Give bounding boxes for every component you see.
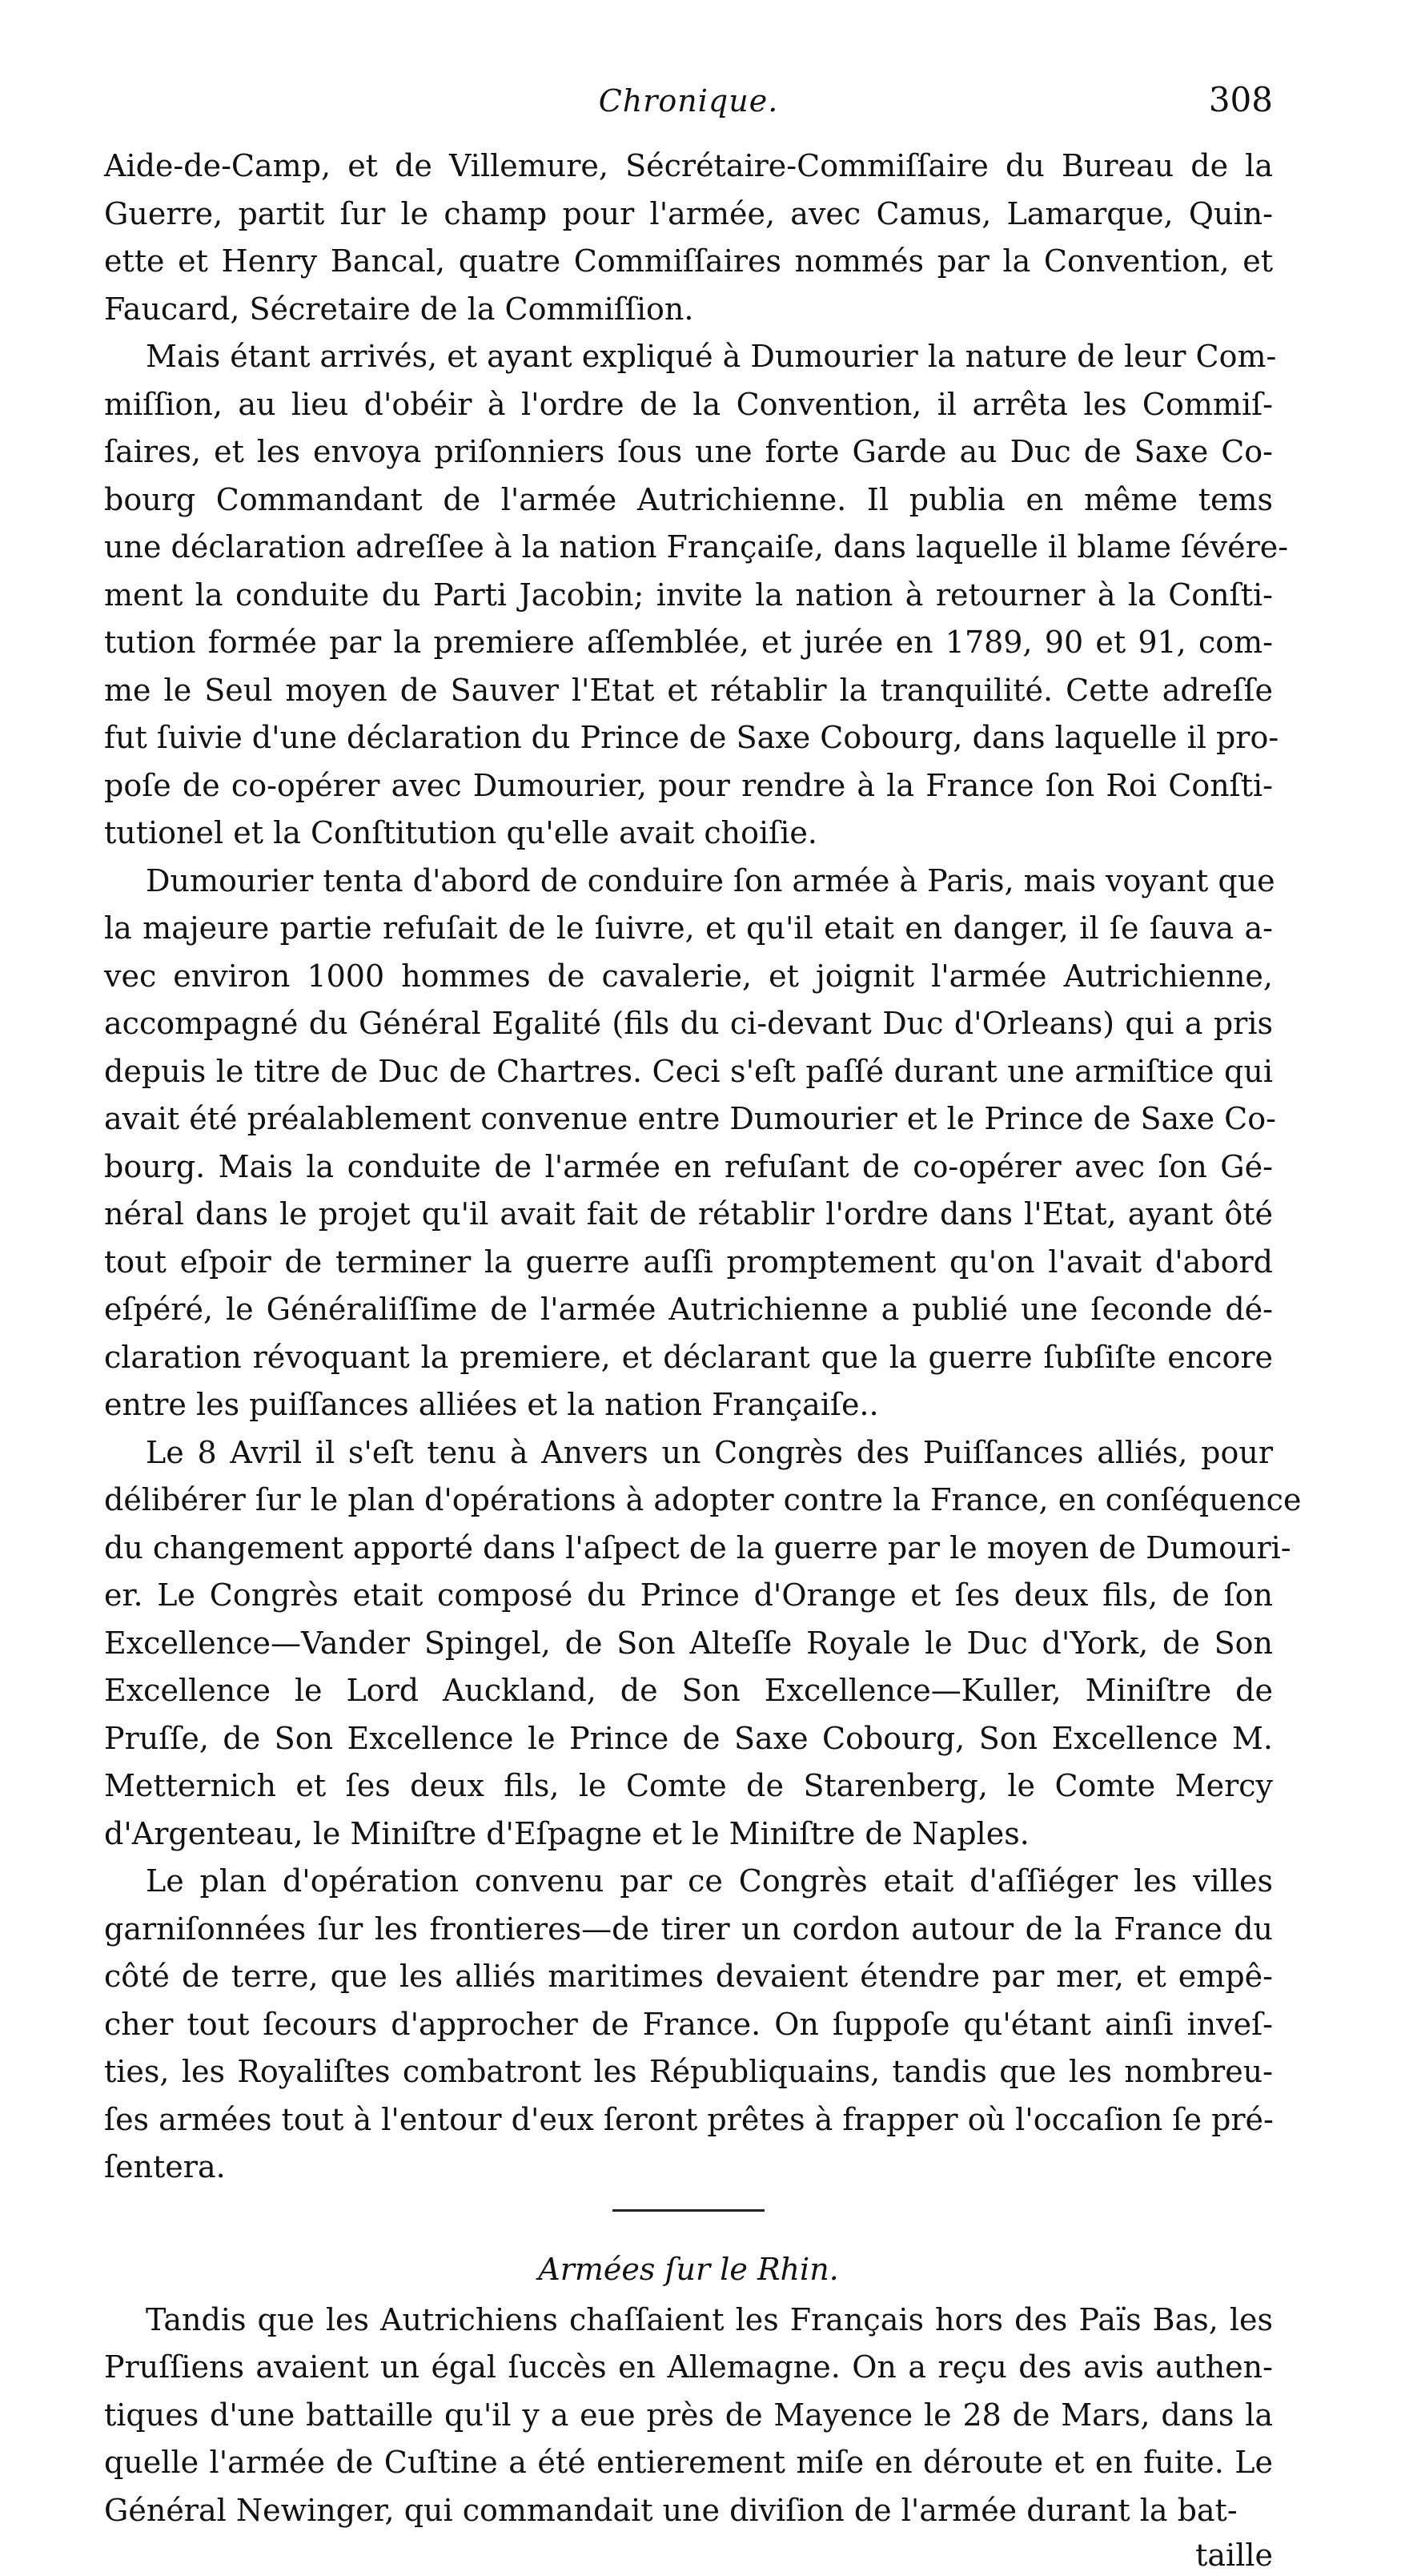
text-line: tutionel et la Conſtitution qu'elle avait choiſie. <box>104 815 817 850</box>
text-line: depuis le titre de Duc de Chartres. Ceci s'eſt paſſé durant une armiſtice qui <box>104 1053 1273 1089</box>
text-line: du changement apporté dans l'aſpect de la guerre par le moyen de Dumouri- <box>104 1529 1291 1565</box>
text-line: côté de terre, que les alliés maritimes devaient étendre par mer, et empê- <box>104 1959 1273 1994</box>
section-heading: Armées ſur le Rhin. <box>538 2251 839 2287</box>
text-line: vec environ 1000 hommes de cavalerie, et joignit l'armée Autrichienne, <box>104 958 1273 994</box>
text-line: bourg Commandant de l'armée Autrichienne. Il publia en même tems <box>104 481 1273 517</box>
text-line: ſes armées tout à l'entour d'eux ſeront prêtes à frapper où l'occaſion ſe pré- <box>104 2101 1274 2137</box>
text-line: Tandis que les Autrichiens chaſſaient les Français hors des Païs Bas, les <box>146 2301 1273 2337</box>
text-line: fut ſuivie d'une déclaration du Prince de Saxe Cobourg, dans laquelle il pro- <box>104 720 1279 755</box>
text-line: me le Seul moyen de Sauver l'Etat et rétablir la tranquilité. Cette adreſſe <box>104 672 1273 708</box>
text-line: tout eſpoir de terminer la guerre auſſi promptement qu'on l'avait d'abord <box>104 1244 1273 1280</box>
running-title: Chronique. <box>598 83 779 119</box>
text-line: eſpéré, le Généraliſſime de l'armée Autrichienne a publié une ſeconde dé- <box>104 1292 1273 1327</box>
text-line: Faucard, Sécretaire de la Commiſſion. <box>104 291 694 327</box>
page-number: 308 <box>1208 80 1273 119</box>
text-line: Guerre, partit ſur le champ pour l'armée, avec Camus, Lamarque, Quin- <box>104 195 1273 231</box>
text-line: Excellence le Lord Auckland, de Son Excellence—Kuller, Miniſtre de <box>104 1673 1273 1708</box>
text-line: délibérer ſur le plan d'opérations à adopter contre la France, en conſéquence <box>104 1482 1302 1517</box>
text-line: garniſonnées ſur les frontieres—de tirer un cordon autour de la France du <box>104 1911 1273 1947</box>
text-line: poſe de co-opérer avec Dumourier, pour rendre à la France ſon Roi Conſti- <box>104 767 1273 803</box>
text-line: er. Le Congrès etait composé du Prince d'Orange et ſes deux fils, de ſon <box>104 1577 1273 1613</box>
paragraph <box>104 2297 1273 2535</box>
text-line: tiques d'une battaille qu'il y a eue près de Mayence le 28 de Mars, dans la <box>104 2397 1273 2433</box>
text-line: Mais étant arrivés, et ayant expliqué à Dumourier la nature de leur Com- <box>146 339 1277 374</box>
text-line: d'Argenteau, le Miniſtre d'Eſpagne et le Miniſtre de Naples. <box>104 1815 1030 1851</box>
text-line: Pruſſe, de Son Excellence le Prince de Saxe Cobourg, Son Excellence M. <box>104 1720 1273 1756</box>
text-line: ment la conduite du Parti Jacobin; invite la nation à retourner à la Conſti- <box>104 577 1273 613</box>
text-line: accompagné du Général Egalité (fils du ci-devant Duc d'Orleans) qui a pris <box>104 1006 1273 1041</box>
text-line: Dumourier tenta d'abord de conduire ſon armée à Paris, mais voyant que <box>146 862 1275 898</box>
text-line: la majeure partie refuſait de le ſuivre, et qu'il etait en danger, il ſe ſauva a- <box>104 910 1273 946</box>
catchword: taille <box>1195 2538 1273 2573</box>
text-line: Le plan d'opération convenu par ce Congrès etait d'aſſiéger les villes <box>146 1863 1273 1899</box>
text-line: Pruſſiens avaient un égal ſuccès en Allemagne. On a reçu des avis authen- <box>104 2349 1273 2385</box>
text-line: Aide-de-Camp, et de Villemure, Sécrétaire-Commiſſaire du Bureau de la <box>104 148 1273 183</box>
page-header <box>104 80 1273 143</box>
text-line: Metternich et ſes deux fils, le Comte de Starenberg, le Comte Mercy <box>104 1768 1273 1803</box>
text-line: ſentera. <box>104 2149 226 2184</box>
paragraph <box>104 143 1273 333</box>
body-text <box>104 143 1302 2192</box>
text-line: Le 8 Avril il s'eſt tenu à Anvers un Congrès des Puiſſances alliés, pour <box>146 1434 1273 1470</box>
text-line: quelle l'armée de Cuſtine a été entierement miſe en déroute et en fuite. Le <box>104 2445 1273 2480</box>
text-line: tution formée par la premiere aſſemblée, et jurée en 1789, 90 et 91, com- <box>104 625 1273 660</box>
paragraph <box>104 333 1289 858</box>
text-line: néral dans le projet qu'il avait fait de rétablir l'ordre dans l'Etat, ayant ôté <box>104 1196 1273 1232</box>
text-line: bourg. Mais la conduite de l'armée en refuſant de co-opérer avec ſon Gé- <box>104 1148 1273 1184</box>
text-line: ſaires, et les envoya priſonniers ſous une forte Garde au Duc de Saxe Co- <box>104 434 1273 469</box>
text-line: ette et Henry Bancal, quatre Commiſſaires nommés par la Convention, et <box>104 243 1273 279</box>
paragraph <box>104 1429 1302 1859</box>
text-line: Excellence—Vander Spingel, de Son Alteſſe Royale le Duc d'York, de Son <box>104 1625 1273 1661</box>
text-line: claration révoquant la premiere, et déclarant que la guerre ſubſiſte encore <box>104 1339 1273 1375</box>
text-line: cher tout ſecours d'approcher de France. On ſuppoſe qu'étant ainſi inveſ- <box>104 2006 1273 2042</box>
text-line: entre les puiſſances alliées et la nation Françaiſe.. <box>104 1387 879 1422</box>
document-page <box>104 80 1302 2573</box>
paragraph <box>104 858 1276 1429</box>
text-line: miſſion, au lieu d'obéir à l'ordre de la Convention, il arrêta les Commiſ- <box>104 386 1273 422</box>
section-text <box>104 2297 1273 2535</box>
paragraph <box>104 1858 1273 2192</box>
section-divider <box>612 2209 765 2212</box>
text-line: ties, les Royaliſtes combatront les Républiquains, tandis que les nombreu- <box>104 2054 1273 2089</box>
text-line: une déclaration adreſſee à la nation Françaiſe, dans laquelle il blame ſévére- <box>104 529 1289 565</box>
text-line: avait été préalablement convenue entre Dumourier et le Prince de Saxe Co- <box>104 1101 1276 1136</box>
text-line: Général Newinger, qui commandait une diviſion de l'armée durant la bat- <box>104 2492 1238 2528</box>
